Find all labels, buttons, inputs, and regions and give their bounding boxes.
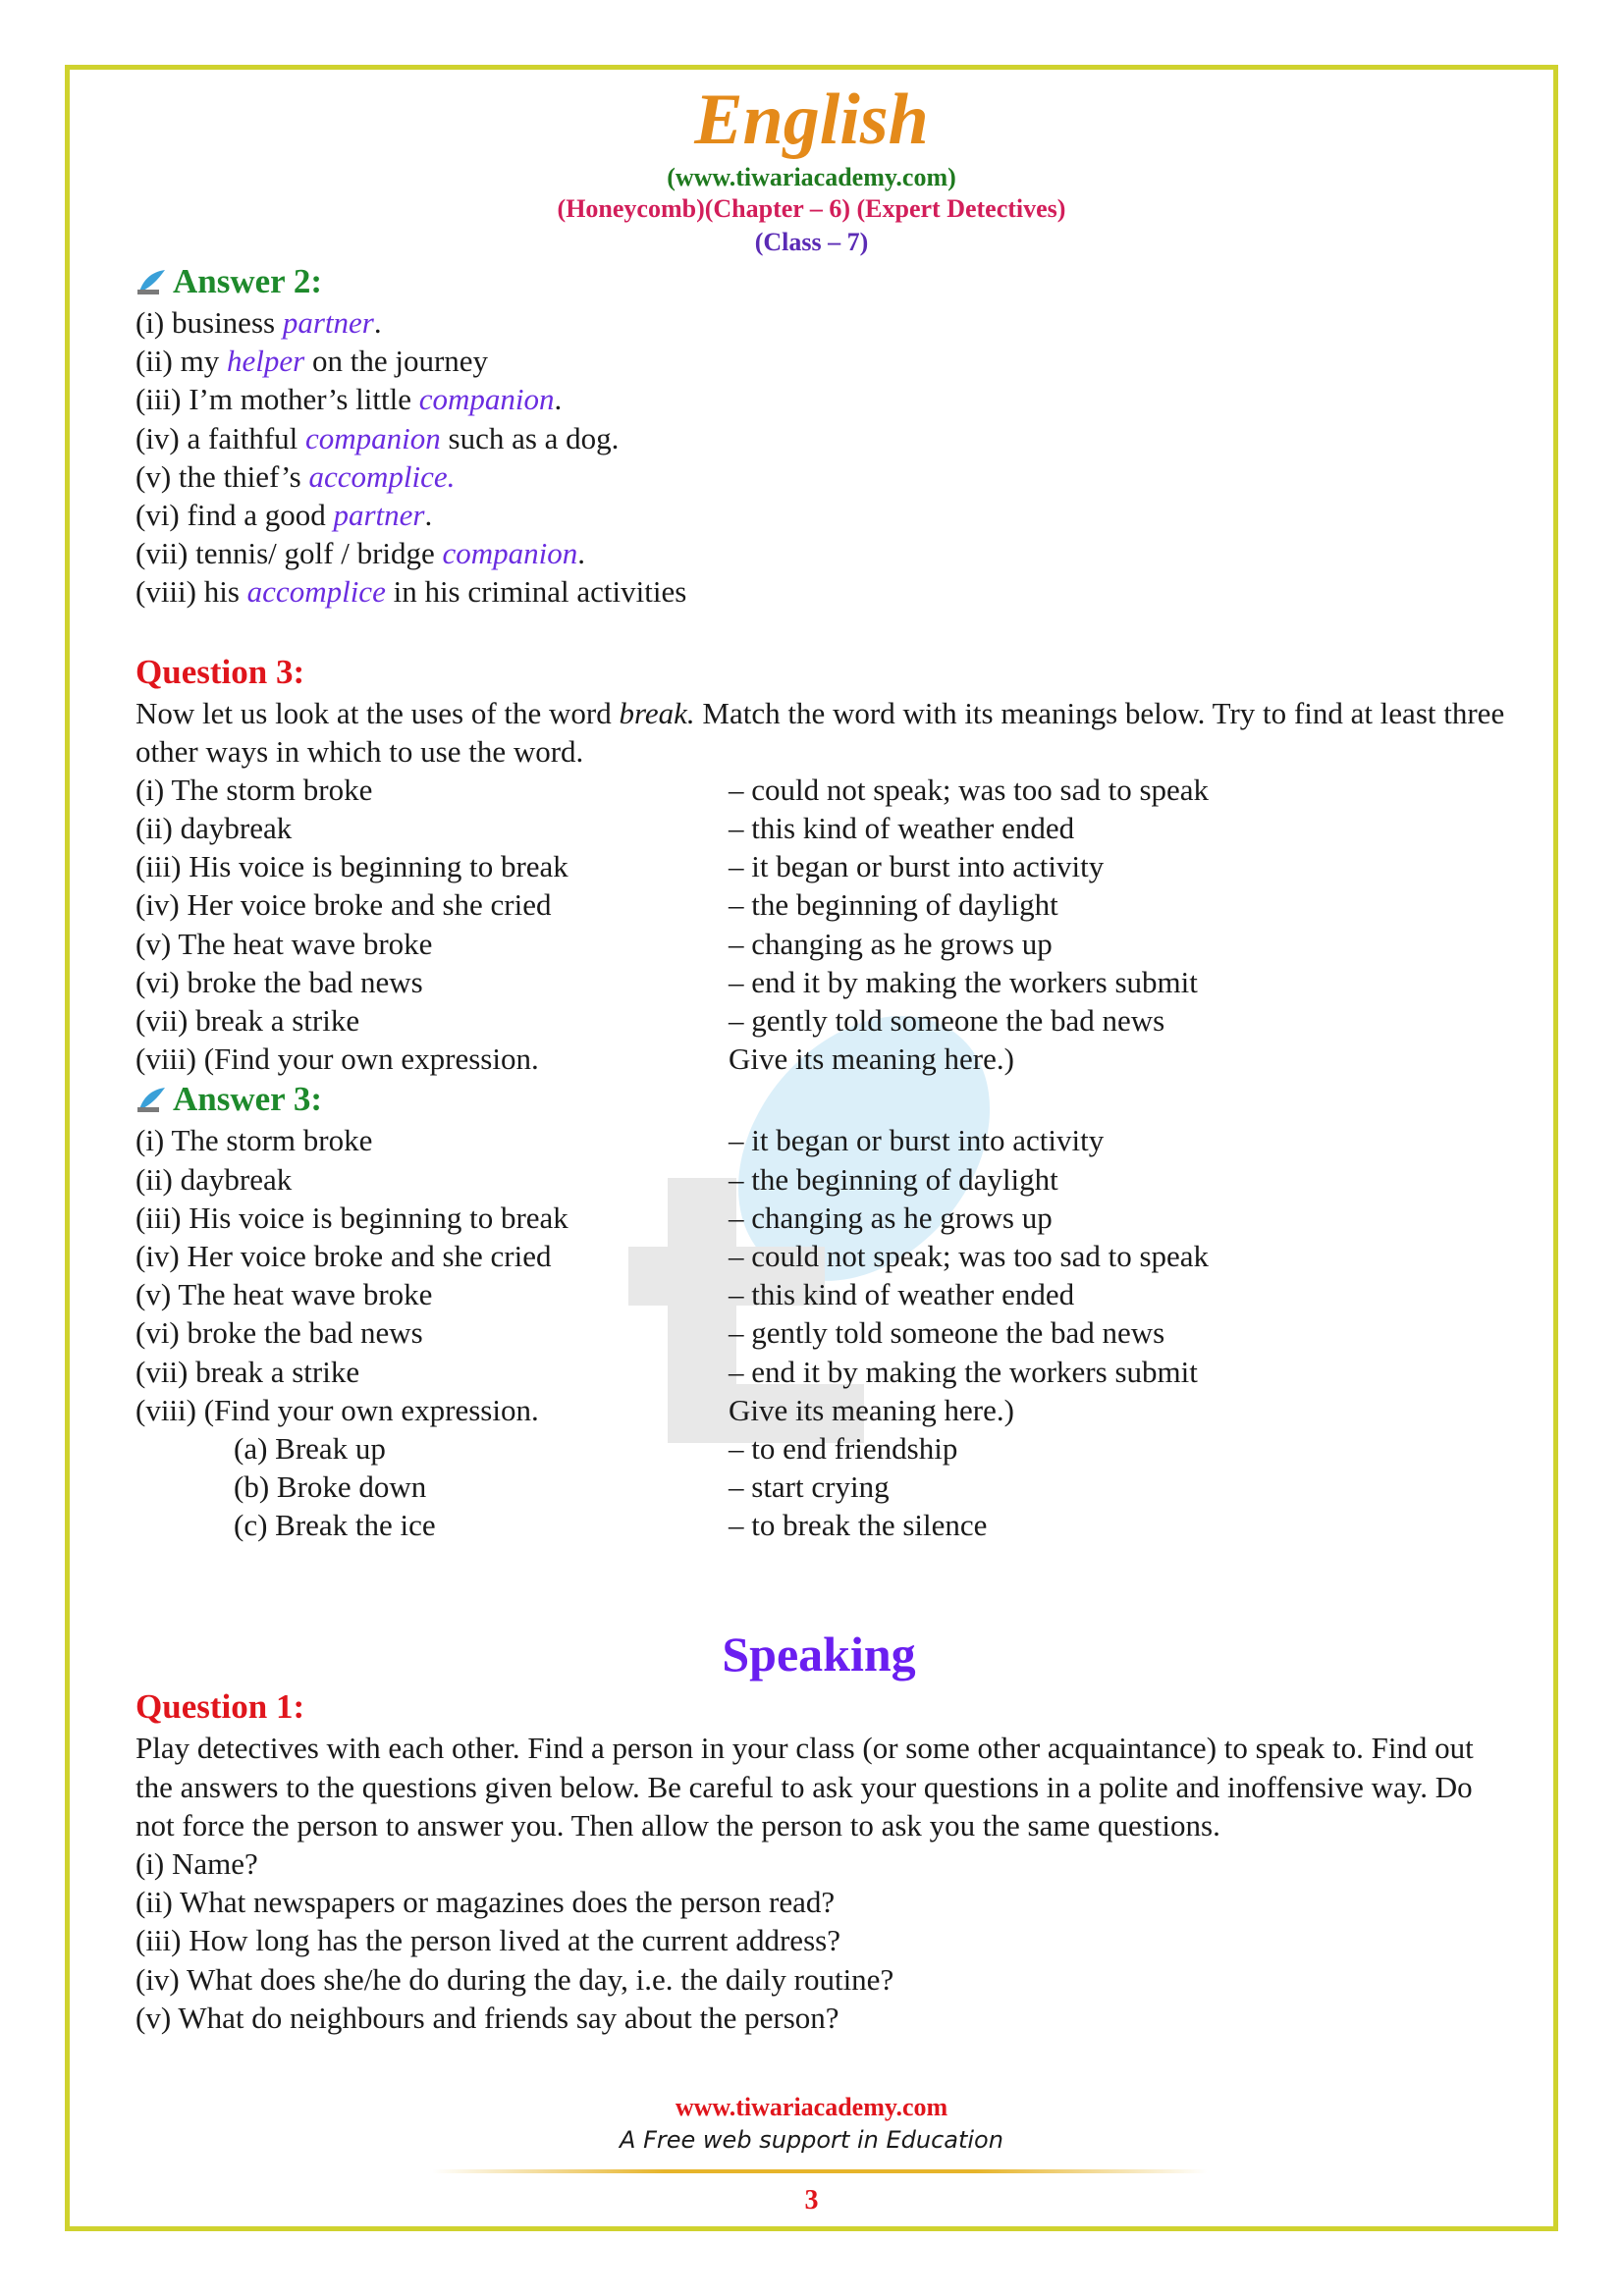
item-text: (viii) his — [135, 574, 247, 610]
list-item: (iv) What does she/he do during the day, i.e. the daily routine? — [135, 1961, 894, 1997]
row-expression: (c) Break the ice — [234, 1508, 436, 1543]
list-item — [135, 380, 1510, 418]
speaking-question-1-heading: Question 1: — [135, 1687, 305, 1727]
row-expression: (a) Break up — [234, 1430, 386, 1466]
item-highlight: companion — [442, 536, 578, 571]
row-meaning: – to break the silence — [729, 1508, 988, 1543]
speaking-paragraph: Play detectives with each other. Find a person in your class (or some other acquaintance) to speak to. Find out the answers to the questions given below. Be careful to ask your questions in a polite and inoffensive way. Do not force the person to answer you. Then allow the person to ask you the same questions. — [135, 1731, 1474, 1842]
row-meaning: – it began or burst into activity — [729, 849, 1105, 884]
row-meaning: – end it by making the workers submit — [729, 1354, 1198, 1389]
row-expression: (viii) (Find your own expression. — [135, 1041, 539, 1077]
row-meaning: – to end friendship — [729, 1430, 958, 1466]
list-item — [135, 572, 1510, 611]
table-row — [135, 1313, 1510, 1352]
list-item: (iii) How long has the person lived at the current address? — [135, 1923, 840, 1958]
item-highlight: partner — [282, 305, 374, 340]
item-highlight: accomplice. — [308, 458, 456, 494]
row-meaning: Give its meaning here.) — [729, 1041, 1014, 1077]
question-3-intro — [135, 694, 1510, 771]
row-meaning: – changing as he grows up — [729, 926, 1053, 961]
list-item — [135, 303, 1510, 342]
row-expression: (vi) broke the bad news — [135, 964, 423, 999]
item-highlight: companion — [305, 420, 441, 455]
list-item: (ii) What newspapers or magazines does the person read? — [135, 1885, 836, 1920]
row-meaning: – it began or burst into activity — [729, 1123, 1105, 1158]
item-text: . — [554, 382, 563, 417]
table-row — [135, 847, 1510, 885]
speaking-question-list — [135, 1844, 1510, 2037]
row-expression: (vi) broke the bad news — [135, 1315, 423, 1351]
row-expression: (iv) Her voice broke and she cried — [135, 1238, 552, 1273]
list-item — [135, 419, 1510, 457]
page-title: English — [694, 80, 929, 160]
answer-3-heading — [135, 1078, 1510, 1121]
row-meaning: – this kind of weather ended — [729, 1277, 1075, 1312]
answer-2-heading — [135, 260, 1510, 303]
main-content — [135, 260, 1510, 2037]
list-item — [135, 534, 1510, 572]
row-expression: (v) The heat wave broke — [135, 926, 433, 961]
answer-3-table — [135, 1121, 1510, 1429]
footer-site: www.tiwariacademy.com — [675, 2093, 948, 2121]
item-text: (vii) tennis/ golf / bridge — [135, 536, 443, 571]
item-text: (vi) find a good — [135, 497, 334, 532]
item-highlight: accomplice — [246, 574, 386, 610]
table-row — [135, 1040, 1510, 1078]
row-meaning: – could not speak; was too sad to speak — [729, 1238, 1210, 1273]
row-meaning: – this kind of weather ended — [729, 811, 1075, 846]
row-expression: (vii) break a strike — [135, 1354, 360, 1389]
table-row — [135, 885, 1510, 924]
row-meaning: – gently told someone the bad news — [729, 1315, 1165, 1351]
table-row — [135, 1429, 1510, 1468]
table-row — [135, 1391, 1510, 1429]
list-item — [135, 342, 1510, 380]
item-text: (ii) my — [135, 344, 227, 379]
quill-logo-icon — [135, 1086, 167, 1113]
row-meaning: – the beginning of daylight — [729, 887, 1058, 923]
answer-2-list — [135, 303, 1510, 612]
item-text: (iv) a faithful — [135, 420, 306, 455]
row-expression: (iii) His voice is beginning to break — [135, 1200, 568, 1235]
intro-emphasis: break. — [619, 695, 695, 730]
spacer — [135, 1544, 1510, 1623]
answer-3-sub-table — [135, 1429, 1510, 1545]
table-row — [135, 771, 1510, 809]
row-expression: (vii) break a strike — [135, 1003, 360, 1039]
row-expression: (ii) daybreak — [135, 811, 293, 846]
list-item — [135, 496, 1510, 534]
item-text: . — [373, 305, 382, 340]
table-row — [135, 1199, 1510, 1237]
row-meaning: – the beginning of daylight — [729, 1161, 1058, 1197]
speaking-section-title: Speaking — [722, 1627, 916, 1682]
item-text: . — [577, 536, 586, 571]
item-highlight: partner — [333, 497, 425, 532]
row-expression: (iii) His voice is beginning to break — [135, 849, 568, 884]
row-expression: (iv) Her voice broke and she cried — [135, 887, 552, 923]
list-item: (i) Name? — [135, 1846, 258, 1882]
table-row — [135, 925, 1510, 963]
row-meaning: – start crying — [729, 1469, 890, 1505]
table-row — [135, 1275, 1510, 1313]
row-meaning: – changing as he grows up — [729, 1200, 1053, 1235]
row-expression: (v) The heat wave broke — [135, 1277, 433, 1312]
item-text: . — [424, 497, 433, 532]
item-text: on the journey — [304, 344, 489, 379]
header-class: (Class – 7) — [754, 228, 869, 256]
page-number: 3 — [804, 2185, 819, 2216]
table-row — [135, 1506, 1510, 1544]
answer-3-heading-text: Answer 3: — [173, 1080, 322, 1119]
answer-2-heading-text: Answer 2: — [173, 262, 322, 300]
row-expression: (viii) (Find your own expression. — [135, 1392, 539, 1427]
table-row — [135, 809, 1510, 847]
footer-divider — [432, 2169, 1208, 2173]
row-meaning: Give its meaning here.) — [729, 1392, 1014, 1427]
row-expression: (i) The storm broke — [135, 772, 373, 807]
row-meaning: – gently told someone the bad news — [729, 1003, 1165, 1039]
table-row — [135, 963, 1510, 1001]
item-highlight: helper — [227, 344, 305, 379]
footer-tagline: A Free web support in Education — [620, 2126, 1003, 2154]
item-text: (v) the thief’s — [135, 458, 309, 494]
list-item — [135, 457, 1510, 496]
item-highlight: companion — [418, 382, 555, 417]
item-text: in his criminal activities — [385, 574, 687, 610]
item-text: (iii) I’m mother’s little — [135, 382, 419, 417]
list-item: (v) What do neighbours and friends say about the person? — [135, 2000, 839, 2035]
row-expression: (b) Broke down — [234, 1469, 427, 1505]
question-3-heading: Question 3: — [135, 652, 305, 691]
item-text: (i) business — [135, 305, 283, 340]
item-text: such as a dog. — [440, 420, 620, 455]
row-expression: (ii) daybreak — [135, 1161, 293, 1197]
table-row — [135, 1121, 1510, 1159]
quill-logo-icon — [135, 268, 167, 295]
table-row — [135, 1160, 1510, 1199]
row-meaning: – end it by making the workers submit — [729, 964, 1198, 999]
table-row — [135, 1237, 1510, 1275]
spacer — [135, 612, 1510, 651]
table-row — [135, 1001, 1510, 1040]
question-3-table — [135, 771, 1510, 1079]
intro-post: Match the word with its meanings below. Try to find at least three other ways in which to use the word. — [135, 695, 1505, 769]
header-chapter: (Honeycomb)(Chapter – 6) (Expert Detectives) — [557, 194, 1066, 223]
table-row — [135, 1353, 1510, 1391]
row-expression: (i) The storm broke — [135, 1123, 373, 1158]
row-meaning: – could not speak; was too sad to speak — [729, 772, 1210, 807]
header-site: (www.tiwariacademy.com) — [667, 163, 956, 191]
table-row — [135, 1468, 1510, 1506]
intro-pre: Now let us look at the uses of the word — [135, 695, 620, 730]
